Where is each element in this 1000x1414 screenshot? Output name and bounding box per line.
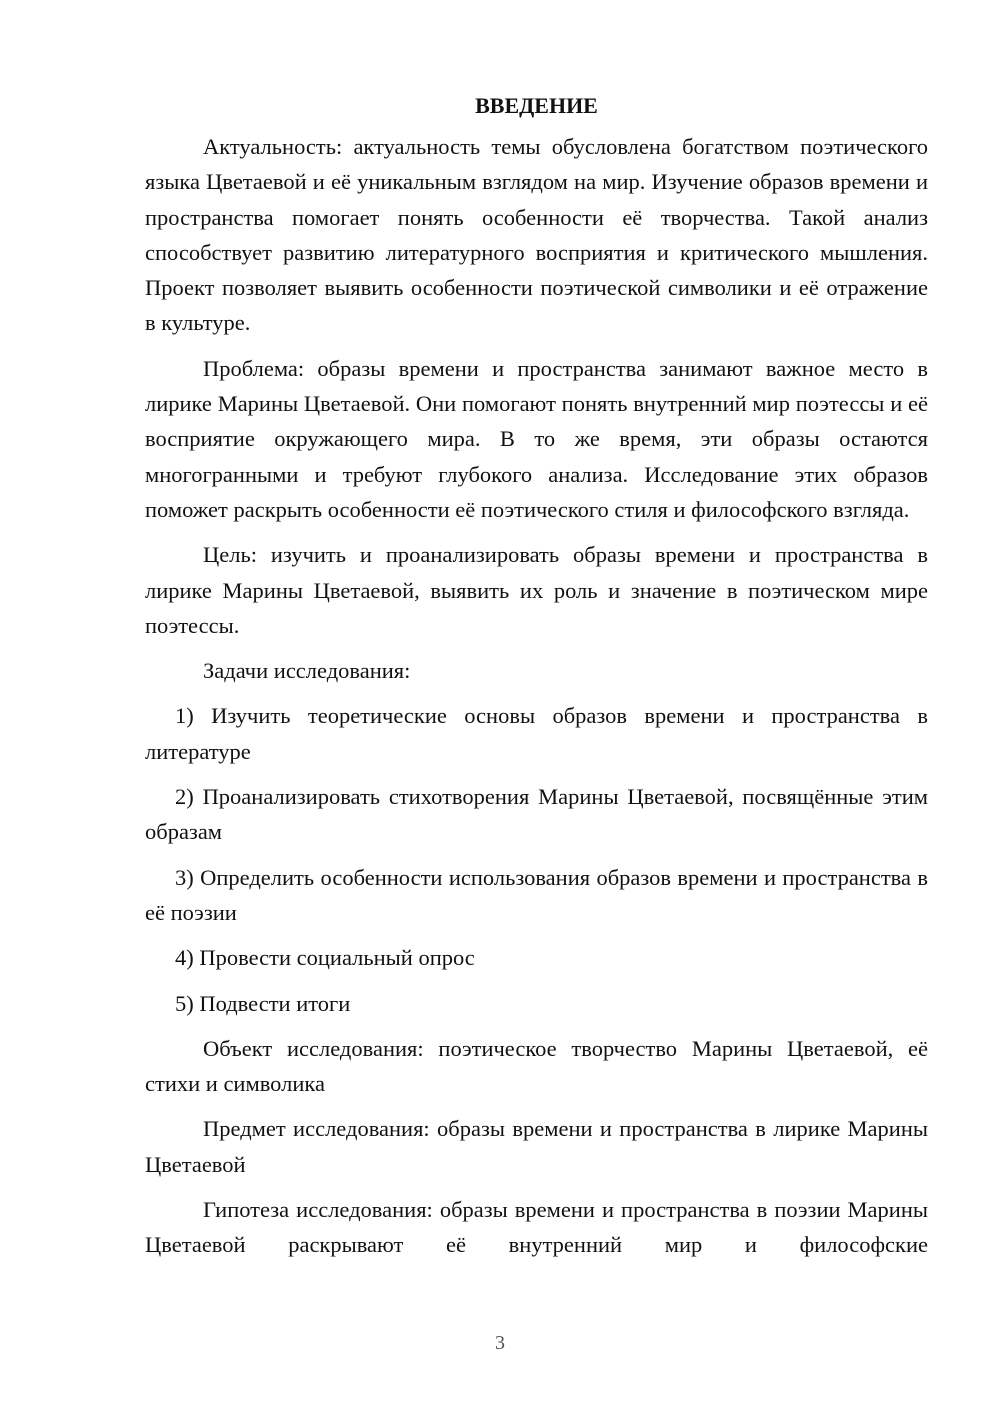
document-page <box>145 88 928 1263</box>
task-item-1: 1) Изучить теоретические основы образов времени и пространства в литературе <box>145 703 928 764</box>
task-item-3: 3) Определить особенности использования образов времени и пространства в её поэзии <box>145 864 928 925</box>
task-item-4: 4) Провести социальный опрос <box>175 945 475 971</box>
subject-paragraph: Предмет исследования: образы времени и пространства в лирике Марины Цветаевой <box>145 1116 928 1177</box>
task-item-2: 2) Проанализировать стихотворения Марины Цветаевой, посвящённые этим образам <box>145 784 928 845</box>
section-title: ВВЕДЕНИЕ <box>475 93 598 118</box>
task-item-5: 5) Подвести итоги <box>175 990 351 1016</box>
goal-paragraph: Цель: изучить и проанализировать образы времени и пространства в лирике Марины Цветаевой, выявить их роль и значение в поэтическом мире поэтессы. <box>145 542 928 638</box>
problem-paragraph: Проблема: образы времени и пространства занимают важное место в лирике Марины Цветаевой. Они помогают понять внутренний мир поэтессы и её восприятие окружающего мира. В то же время, эти образы остаются многогранными и требуют глубокого анализа. Исследование этих образов поможет раскрыть особенности её поэтического стиля и философского взгляда. <box>145 355 928 522</box>
hypothesis-paragraph: Гипотеза исследования: образы времени и пространства в поэзии Марины Цветаевой раскрывают её внутренний мир и философские <box>145 1197 928 1258</box>
page-number: 3 <box>495 1332 505 1354</box>
relevance-paragraph: Актуальность: актуальность темы обусловлена богатством поэтического языка Цветаевой и её уникальным взглядом на мир. Изучение образов времени и пространства помогает понять особенности её творчества. Такой анализ способствует развитию литературного восприятия и критического мышления. Проект позволяет выявить особенности поэтической символики и её отражение в культуре. <box>145 134 928 336</box>
tasks-heading: Задачи исследования: <box>203 658 411 684</box>
object-paragraph: Объект исследования: поэтическое творчество Марины Цветаевой, её стихи и символика <box>145 1035 928 1097</box>
